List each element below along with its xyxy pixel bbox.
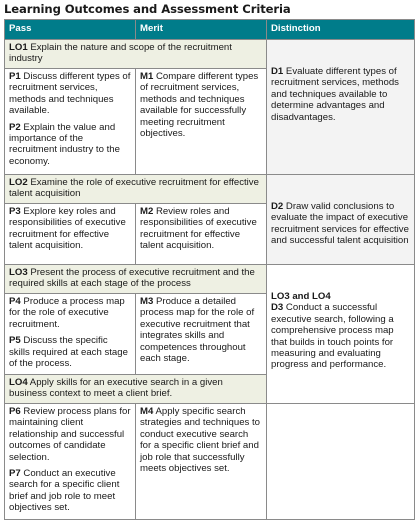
lo3-cell [5,265,267,294]
p7-code: P7 [9,468,21,480]
criteria-table [4,19,415,520]
m2-text: Review roles and responsibilities of executive recruitment for effective talent acquisition. [140,206,257,252]
header-row [5,20,415,40]
m4-cell [136,404,267,520]
p2-text: Explain the value and importance of the recruitment industry to the economy. [9,121,120,167]
d1-code: D1 [271,66,284,77]
lo1-cell [5,40,267,69]
p7-text: Conduct an executive search for a specific client brief and job role to meet objectives set. [9,468,120,514]
lo3-code: LO3 [9,267,28,278]
p6-text: Review process plans for maintaining client relationship and successful outcomes of candidate selection. [9,406,131,463]
header-merit: Merit [136,20,267,40]
lo2-text: Examine the role of executive recruitment for effective talent acquisition [9,177,259,200]
m2-code: M2 [140,206,154,217]
p5-code: P5 [9,335,21,347]
p3-cell [5,204,136,265]
d3-code: D3 [271,302,284,314]
d2-spacer [271,177,410,201]
d1-cell [267,40,415,175]
p4-p5-cell [5,294,136,375]
m3-cell [136,294,267,375]
d2-text: Draw valid conclusions to evaluate the impact of executive recruitment services for effective and successful talent acquisition [271,201,409,247]
m1-cell [136,69,267,175]
lo3-text: Present the process of executive recruitment and the required skills at each stage of the process [9,267,255,290]
d3-spacer [271,267,410,291]
header-distinction: Distinction [267,20,415,40]
m4-text: Apply specific search strategies and techniques to conduct executive search for a specific client brief and job role that successfully meets objectives set. [140,406,261,475]
m3-code: M3 [140,296,154,307]
lo2-code: LO2 [9,177,28,188]
lo1-code: LO1 [9,42,28,53]
p1-code: P1 [9,71,21,82]
d1-spacer [271,42,410,66]
d3-cell [267,265,415,404]
m1-text: Compare different types of recruitment services, methods and techniques available for successfully meeting recruitment objectives. [140,71,259,140]
lo4-cell [5,375,267,404]
lo3-row [5,265,415,294]
p3-text: Explore key roles and responsibilities of executive recruitment for effective talent acquisition. [9,206,126,252]
lo4-text: Apply skills for an executive search in a given business context to meet a client brief. [9,377,223,400]
p1-text: Discuss different types of recruitment services, methods and techniques available. [9,71,131,117]
m3-text: Produce a detailed process map for the role of executive recruitment that integrates skills and competences throughout each stage. [140,296,255,365]
p6-m4-row [5,404,415,520]
d3-heading: LO3 and LO4 [271,291,331,302]
p4-code: P4 [9,296,21,307]
d1-text: Evaluate different types of recruitment services, methods and techniques available to determine advantages and disadvantages. [271,66,399,123]
p2-code: P2 [9,121,21,133]
header-pass: Pass [5,20,136,40]
d3-text: Conduct a successful executive search, following a comprehensive process map that builds in touch points for measuring and evaluating progress and performance. [271,302,394,371]
m4-code: M4 [140,406,154,417]
p6-p7-cell [5,404,136,520]
p4-text: Produce a process map for the role of executive recruitment. [9,296,125,330]
page-title: Learning Outcomes and Assessment Criteria [4,2,291,16]
lo2-cell [5,175,267,204]
lo1-row [5,40,415,69]
d2-cell [267,175,415,265]
p1-p2-cell [5,69,136,175]
lo2-row [5,175,415,204]
m1-code: M1 [140,71,154,82]
d-empty-cell [267,404,415,520]
m2-cell [136,204,267,265]
lo1-text: Explain the nature and scope of the recruitment industry [9,42,232,65]
p3-code: P3 [9,206,21,217]
lo4-code: LO4 [9,377,28,388]
d2-code: D2 [271,201,284,212]
p6-code: P6 [9,406,21,417]
p5-text: Discuss the specific skills required at each stage of the process. [9,335,128,370]
